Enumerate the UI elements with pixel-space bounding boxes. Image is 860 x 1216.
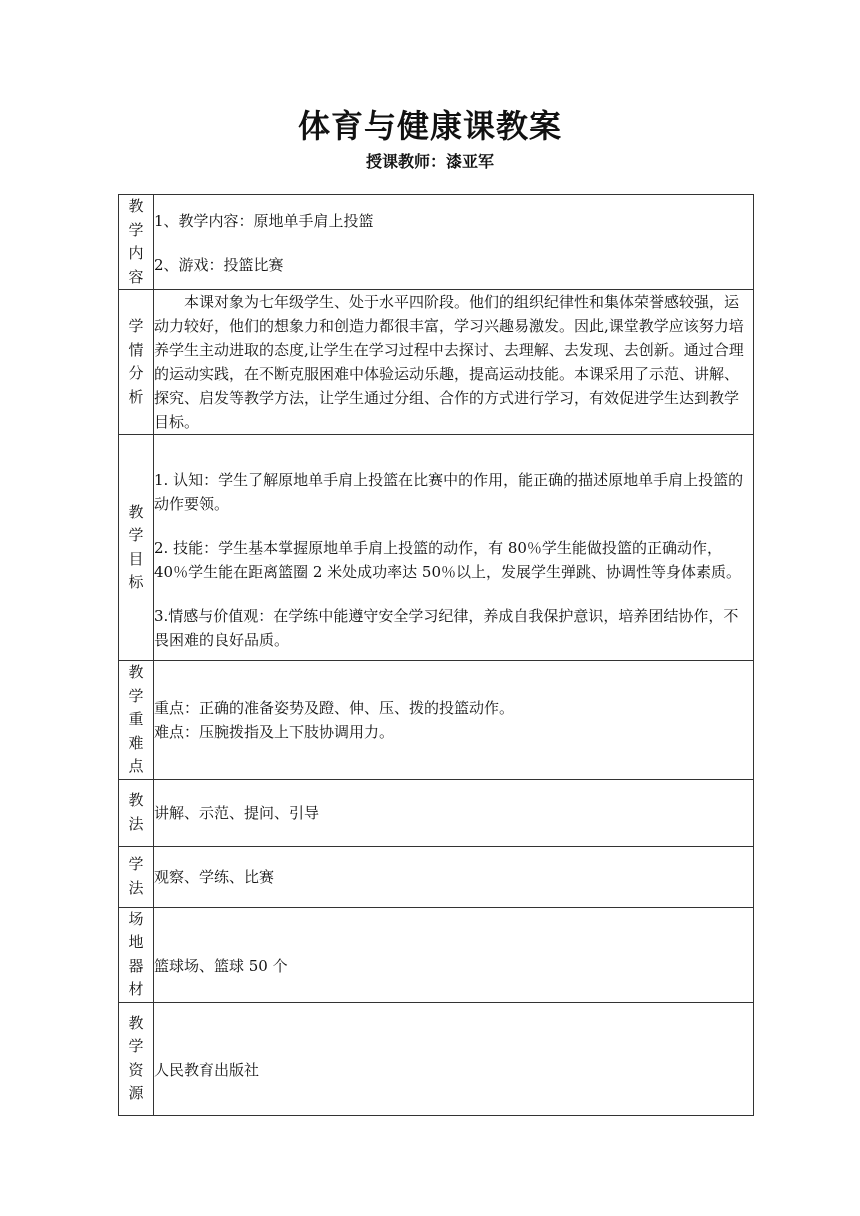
label-char: 器 [128,956,144,975]
label-char: 难 [128,733,144,752]
row-teaching-methods [119,779,754,846]
cell-teaching-content [154,195,754,290]
content-line-2: 2、游戏：投篮比赛 [154,255,284,274]
equipment-text: 篮球场、篮球 50 个 [154,956,288,975]
cell-student-analysis [154,290,754,435]
goal-emotion-values: 3.情感与价值观：在学练中能遵守安全学习纪律，养成自我保护意识，培养团结协作，不畏困难的良好品质。 [154,606,739,649]
label-char: 源 [128,1084,144,1102]
label-char: 教 [128,791,144,809]
label-char: 法 [128,878,144,897]
difficult-point-line: 难点：压腕拨指及上下肢协调用力。 [154,722,395,741]
resources-text: 人民教育出版社 [154,1060,260,1079]
row-label-teaching-methods [119,779,154,846]
label-char: 情 [128,340,144,359]
label-char: 教 [128,502,144,521]
cell-teaching-methods: 讲解、示范、提问、引导 [154,779,754,846]
page-title: 体育与健康课教案 [297,107,562,145]
label-char: 场 [128,909,144,928]
label-char: 内 [128,244,144,262]
label-char: 目 [128,549,144,568]
cell-learning-methods: 观察、学练、比赛 [154,846,754,907]
row-label-key-points [119,661,154,780]
label-char: 教 [128,197,144,215]
cell-key-points [154,661,754,780]
label-char: 分 [128,364,144,382]
row-learning-methods [119,846,754,907]
label-char: 学 [128,855,144,873]
row-label-teaching-resources [119,1002,154,1115]
row-label-student-analysis [119,290,154,435]
label-char: 地 [128,933,144,951]
lesson-plan-table [118,194,754,1116]
cell-teaching-goals [154,435,754,661]
row-teaching-goals [119,435,754,661]
row-label-teaching-goals [119,435,154,661]
label-char: 学 [128,1037,144,1055]
label-char: 点 [128,757,144,775]
label-char: 教 [128,663,144,681]
analysis-text: 本课对象为七年级学生、处于水平四阶段。他们的组织纪律性和集体荣誉感较强，运动力较好，他们的想象力和创造力都很丰富，学习兴趣易激发。因此,课堂教学应该努力培养学生主动进取的态度,让学生在学习过程中去探讨、去理解、去发现、去创新。通过合理的运动实践，在不断克服困难中体验运动乐趣，提高运动技能。本课采用了示范、讲解、探究、启发等教学方法，让学生通过分组、合作的方式进行学习，有效促进学生达到教学目标。 [154,293,744,431]
row-key-difficult-points [119,661,754,780]
row-student-analysis [119,290,754,435]
label-char: 资 [128,1060,144,1079]
label-char: 标 [128,573,144,591]
key-point-line: 重点：正确的准备姿势及蹬、伸、压、拨的投篮动作。 [154,698,515,717]
label-char: 析 [128,387,144,406]
label-char: 学 [128,317,144,335]
label-char: 重 [128,710,144,728]
label-char: 学 [128,686,144,705]
goal-skill: 2. 技能：学生基本掌握原地单手肩上投篮的动作，有 80％学生能做投篮的正确动作，40％学生能在距离篮圈 2 米处成功率达 50％以上，发展学生弹跳、协调性等身体素质。 [154,538,742,581]
row-label-teaching-content [119,195,154,290]
cell-teaching-resources [154,1002,754,1115]
row-label-learning-methods [119,846,154,907]
label-char: 容 [128,267,144,286]
label-char: 教 [128,1013,144,1032]
cell-venue-equipment [154,907,754,1002]
label-char: 材 [128,980,144,998]
teacher-name: 授课教师：漆亚军 [365,152,494,171]
row-teaching-content [119,195,754,290]
label-char: 法 [128,814,144,833]
row-label-venue-equipment [119,907,154,1002]
goal-cognition: 1. 认知：学生了解原地单手肩上投篮在比赛中的作用，能正确的描述原地单手肩上投篮的动作要领。 [154,470,744,513]
label-char: 学 [128,220,144,239]
content-line-1: 1、教学内容：原地单手肩上投篮 [154,211,374,230]
label-char: 学 [128,526,144,544]
row-venue-equipment [119,907,754,1002]
row-teaching-resources [119,1002,754,1115]
